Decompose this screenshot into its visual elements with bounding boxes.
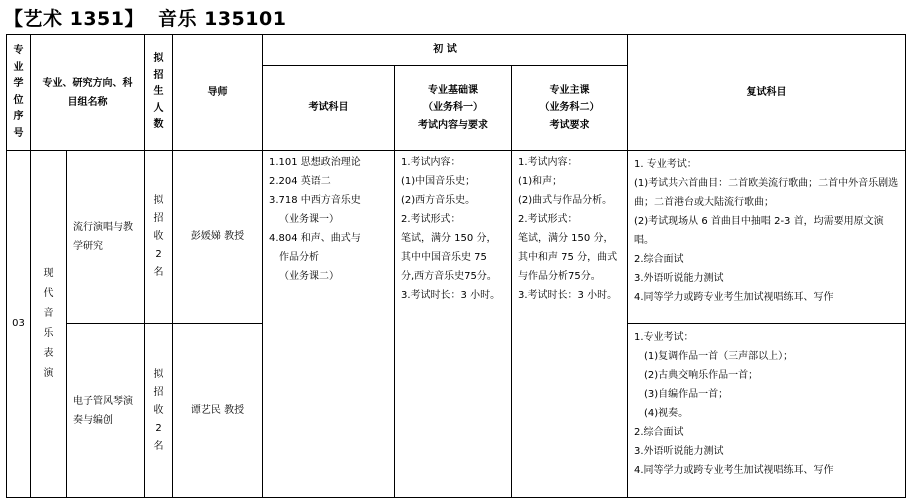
major-cell: 现代音乐表演: [31, 151, 67, 498]
header-seq: 专业学位序号: [7, 35, 31, 151]
main-cell: 1.考试内容： (1)和声； (2)曲式与作品分析。 2.考试形式： 笔试，满分 150 分， 其中和声 75 分，曲式 与作品分析75分。 3.考试时长：3 小时。: [512, 151, 628, 498]
subjects-cell: 1.101 思想政治理论 2.204 英语二 3.718 中西方音乐史 （业务课一） 4.804 和声、曲式与 作品分析 （业务课二）: [263, 151, 395, 498]
page-title: [4, 4, 300, 31]
header-initial: 初 试: [263, 35, 628, 66]
category-title: 【艺术 1351】: [4, 8, 144, 30]
retest-cell: 1.专业考试： (1)复调作品一首（三声部以上）； (2)古典交响乐作品一首； (3)自编作品一首； (4)视奏。 2.综合面试 3.外语听说能力测试 4.同等学力或跨专业考生加试视唱练耳、写作: [628, 324, 906, 498]
header-subjects: 考试科目: [263, 66, 395, 151]
header-retest: 复试科目: [628, 35, 906, 151]
header-basic: 专业基础课 （业务科一） 考试内容与要求: [395, 66, 512, 151]
header-major: 专业、研究方向、科目组名称: [31, 35, 145, 151]
header-main: 专业主课 （业务科二） 考试要求: [512, 66, 628, 151]
quota-cell: 拟招收2名: [145, 324, 173, 498]
header-tutor: 导师: [173, 35, 263, 151]
retest-cell: 1. 专业考试： (1)考试共六首曲目：二首欧美流行歌曲；二首中外音乐剧选曲；二首港台或大陆流行歌曲； (2)考试现场从 6 首曲目中抽唱 2-3 首，均需要用原文演唱。 2.综合面试 3.外语听说能力测试 4.同等学力或跨专业考生加试视唱练耳、写作: [628, 151, 906, 324]
tutor-cell: 谭艺民 教授: [173, 324, 263, 498]
direction-name: 电子管风琴演奏与编创: [67, 324, 145, 498]
admission-table: [6, 34, 906, 498]
major-title: 音乐 135101: [158, 8, 287, 30]
quota-cell: 拟招收2名: [145, 151, 173, 324]
direction-name: 流行演唱与教学研究: [67, 151, 145, 324]
seq-cell: 03: [7, 151, 31, 498]
header-quota: 拟招生人数: [145, 35, 173, 151]
basic-cell: 1.考试内容： (1)中国音乐史； (2)西方音乐史。 2.考试形式： 笔试，满分 150 分， 其中中国音乐史 75 分,西方音乐史75分。 3.考试时长：3 小时。: [395, 151, 512, 498]
tutor-cell: 彭媛娣 教授: [173, 151, 263, 324]
